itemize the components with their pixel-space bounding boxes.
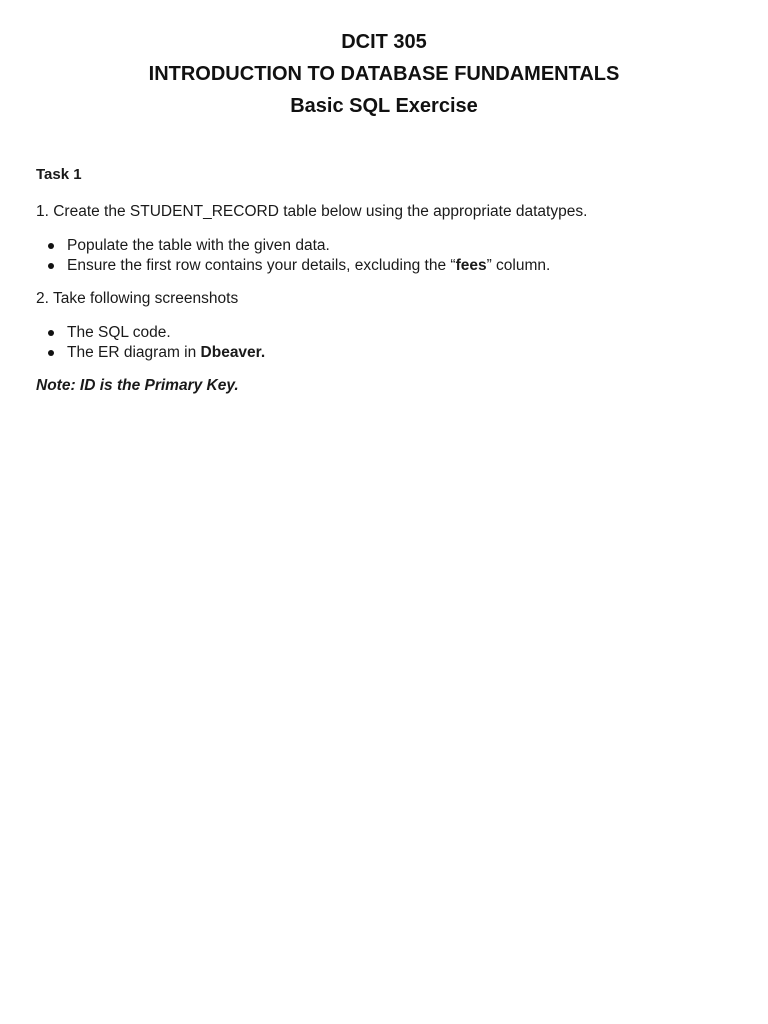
course-code: DCIT 305 <box>341 31 427 53</box>
course-title: INTRODUCTION TO DATABASE FUNDAMENTALS <box>148 63 620 85</box>
bullet-icon <box>48 330 54 336</box>
bullet-text-prefix: Ensure the first row contains your details, excluding the “ <box>67 257 456 274</box>
list-item <box>36 236 736 256</box>
list-item <box>36 343 736 363</box>
bullet-icon <box>48 263 54 269</box>
step-1-bullet-list <box>36 236 736 276</box>
bullet-icon <box>48 350 54 356</box>
step-2-instruction: 2. Take following screenshots <box>36 290 239 307</box>
document-header <box>0 26 768 122</box>
fees-column-name: fees <box>455 257 487 274</box>
exercise-title: Basic SQL Exercise <box>290 95 478 117</box>
step-2-bullet-list <box>36 323 736 363</box>
task-heading: Task 1 <box>36 166 82 183</box>
task-section <box>36 164 736 397</box>
dbeaver-name: Dbeaver. <box>200 344 266 361</box>
list-item <box>36 323 736 343</box>
bullet-text: Populate the table with the given data. <box>67 237 330 254</box>
list-item <box>36 256 736 276</box>
bullet-text-suffix: ” column. <box>486 257 551 274</box>
bullet-text-prefix: The ER diagram in <box>67 344 201 361</box>
bullet-icon <box>48 243 54 249</box>
primary-key-note: Note: ID is the Primary Key. <box>36 377 239 394</box>
step-1-instruction: 1. Create the STUDENT_RECORD table below using the appropriate datatypes. <box>36 203 588 220</box>
bullet-text: The SQL code. <box>67 324 171 341</box>
